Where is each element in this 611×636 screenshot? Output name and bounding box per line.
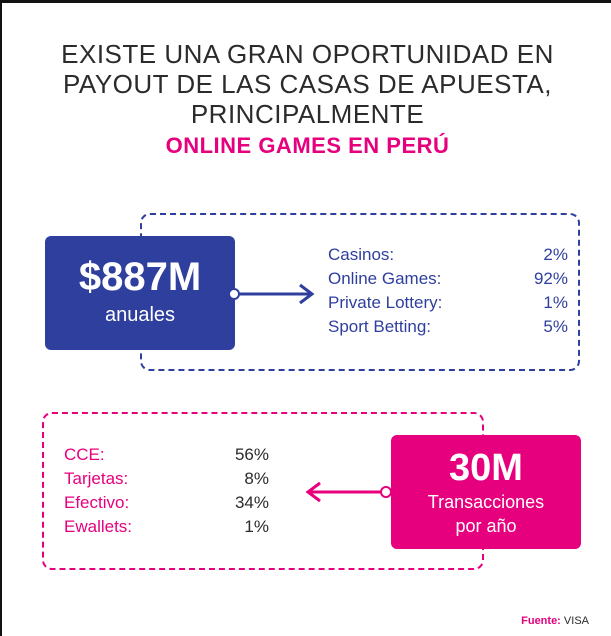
payout-label: Sport Betting:: [328, 317, 432, 336]
source-value: VISA: [563, 615, 589, 627]
payout-card: [45, 236, 235, 350]
list-item: [64, 443, 269, 467]
transaction-label: CCE:: [64, 445, 105, 464]
payout-amount: $887M: [78, 255, 202, 299]
payout-value: 5%: [543, 317, 568, 336]
transactions-amount: 30M: [449, 447, 523, 489]
list-item: [64, 467, 269, 491]
list-item: [64, 491, 269, 515]
transactions-breakdown-list: [64, 443, 269, 539]
list-item: [328, 315, 568, 339]
payout-value: 1%: [543, 293, 568, 312]
headline-line-2: PAYOUT DE LAS CASAS DE APUESTA,: [63, 69, 552, 99]
payout-value: 92%: [533, 269, 568, 288]
headline-line-1: EXISTE UNA GRAN OPORTUNIDAD EN: [61, 39, 554, 69]
headline: [2, 39, 611, 161]
arrow-left-icon: [302, 477, 394, 507]
headline-accent: ONLINE GAMES EN PERÚ: [165, 133, 450, 158]
payout-label: Private Lottery:: [328, 293, 443, 312]
headline-line-3: PRINCIPALMENTE: [190, 99, 425, 129]
list-item: [64, 515, 269, 539]
transaction-label: Tarjetas:: [64, 469, 129, 488]
transactions-card: [391, 435, 581, 549]
transactions-caption-line-1: Transacciones: [427, 492, 545, 512]
list-item: [328, 291, 568, 315]
transactions-caption-line-2: por año: [455, 516, 517, 536]
list-item: [328, 267, 568, 291]
list-item: [328, 243, 568, 267]
payout-label: Online Games:: [328, 269, 442, 288]
transaction-value: 1%: [244, 517, 269, 536]
transaction-value: 8%: [244, 469, 269, 488]
source-label: Fuente:: [521, 615, 561, 627]
transaction-value: 34%: [234, 493, 269, 512]
source-note: [521, 615, 589, 627]
transaction-value: 56%: [234, 445, 269, 464]
transaction-label: Ewallets:: [64, 517, 133, 536]
payout-label: Casinos:: [328, 245, 395, 264]
payout-breakdown-list: [328, 243, 568, 339]
payout-period: anuales: [104, 304, 176, 326]
arrow-right-icon: [226, 279, 318, 309]
transaction-label: Efectivo:: [64, 493, 130, 512]
payout-value: 2%: [543, 245, 568, 264]
